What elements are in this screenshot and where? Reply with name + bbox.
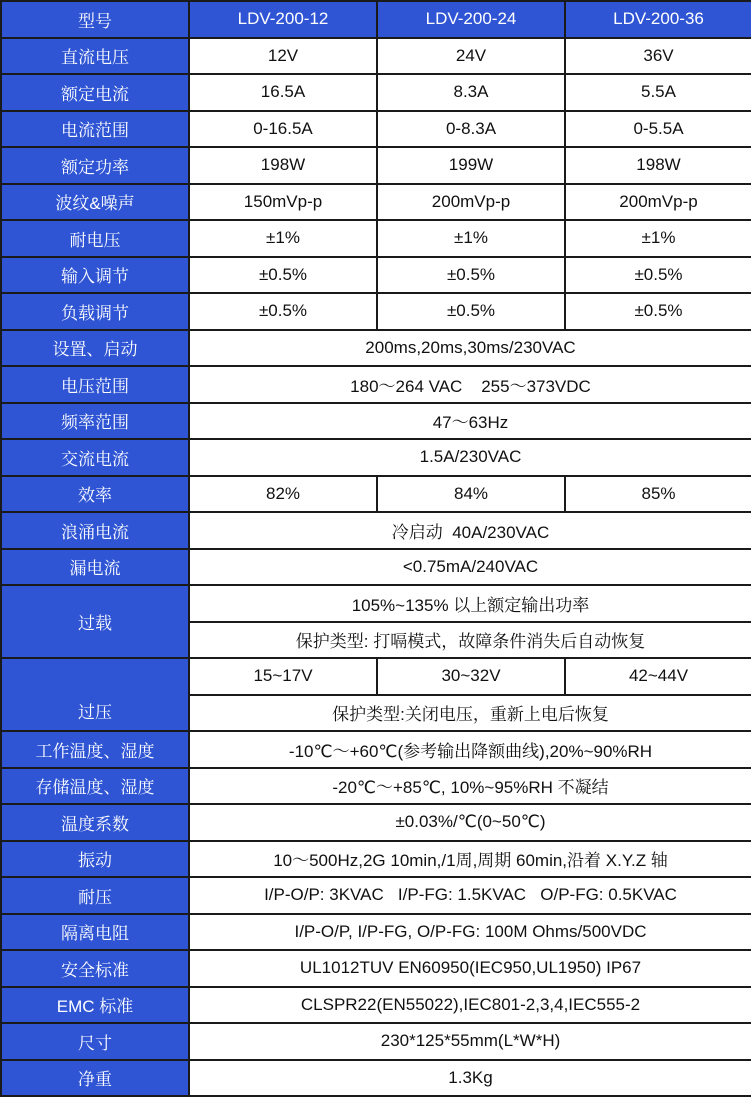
- row-storage-temp: [1, 768, 751, 805]
- cell-overvoltage-36: 42~44V: [565, 658, 751, 695]
- cell-current-range-24: 0-8.3A: [377, 111, 565, 148]
- model-header-36: LDV-200-36: [565, 1, 751, 38]
- row-frequency-range: [1, 403, 751, 440]
- cell-emc-standard: CLSPR22(EN55022),IEC801-2,3,4,IEC555-2: [189, 987, 751, 1024]
- cell-voltage-range: 180～264 VAC 255～373VDC: [189, 366, 751, 403]
- row-vibration: [1, 841, 751, 878]
- cell-rated-current-12: 16.5A: [189, 74, 377, 111]
- cell-rated-current-36: 5.5A: [565, 74, 751, 111]
- cell-overload-range: 105%~135% 以上额定输出功率: [189, 585, 751, 622]
- cell-overvoltage-protection: 保护类型:关闭电压，重新上电后恢复: [189, 695, 751, 732]
- cell-storage-temp: -20℃～+85℃, 10%~95%RH 不凝结: [189, 768, 751, 805]
- row-ripple-noise: [1, 184, 751, 221]
- row-inrush-current: [1, 512, 751, 549]
- row-leakage-current: [1, 549, 751, 586]
- row-rated-power: [1, 147, 751, 184]
- row-setup-rise: [1, 330, 751, 367]
- cell-load-regulation-12: ±0.5%: [189, 293, 377, 330]
- label-voltage-tolerance: 耐电压: [1, 220, 189, 257]
- label-temp-coefficient: 温度系数: [1, 804, 189, 841]
- cell-dimensions: 230*125*55mm(L*W*H): [189, 1023, 751, 1060]
- cell-temp-coefficient: ±0.03%/℃(0~50℃): [189, 804, 751, 841]
- cell-frequency-range: 47～63Hz: [189, 403, 751, 440]
- cell-voltage-tolerance-12: ±1%: [189, 220, 377, 257]
- label-efficiency: 效率: [1, 476, 189, 513]
- cell-isolation-resistance: I/P-O/P, I/P-FG, O/P-FG: 100M Ohms/500VDC: [189, 914, 751, 951]
- label-setup-rise: 设置、启动: [1, 330, 189, 367]
- label-rated-power: 额定功率: [1, 147, 189, 184]
- row-net-weight: [1, 1060, 751, 1097]
- row-load-regulation: [1, 293, 751, 330]
- cell-safety-standard: UL1012TUV EN60950(IEC950,UL1950) IP67: [189, 950, 751, 987]
- row-dc-voltage: [1, 38, 751, 75]
- header-row: [1, 1, 751, 38]
- cell-load-regulation-24: ±0.5%: [377, 293, 565, 330]
- cell-ripple-noise-12: 150mVp-p: [189, 184, 377, 221]
- row-current-range: [1, 111, 751, 148]
- label-rated-current: 额定电流: [1, 74, 189, 111]
- cell-ripple-noise-36: 200mVp-p: [565, 184, 751, 221]
- cell-vibration: 10～500Hz,2G 10min,/1周,周期 60min,沿着 X.Y.Z 轴: [189, 841, 751, 878]
- cell-dc-voltage-12: 12V: [189, 38, 377, 75]
- cell-dc-voltage-36: 36V: [565, 38, 751, 75]
- row-line-regulation: [1, 257, 751, 294]
- cell-efficiency-12: 82%: [189, 476, 377, 513]
- cell-rated-current-24: 8.3A: [377, 74, 565, 111]
- label-dc-voltage: 直流电压: [1, 38, 189, 75]
- label-current-range: 电流范围: [1, 111, 189, 148]
- cell-voltage-tolerance-24: ±1%: [377, 220, 565, 257]
- label-emc-standard: EMC 标准: [1, 987, 189, 1024]
- row-efficiency: [1, 476, 751, 513]
- label-dimensions: 尺寸: [1, 1023, 189, 1060]
- cell-rated-power-36: 198W: [565, 147, 751, 184]
- cell-leakage-current: <0.75mA/240VAC: [189, 549, 751, 586]
- model-header-24: LDV-200-24: [377, 1, 565, 38]
- row-emc-standard: [1, 987, 751, 1024]
- cell-withstand-voltage: I/P-O/P: 3KVAC I/P-FG: 1.5KVAC O/P-FG: 0.5KVAC: [189, 877, 751, 914]
- cell-current-range-36: 0-5.5A: [565, 111, 751, 148]
- cell-setup-rise: 200ms,20ms,30ms/230VAC: [189, 330, 751, 367]
- cell-inrush-current: 冷启动 40A/230VAC: [189, 512, 751, 549]
- label-overload: 过载: [1, 585, 189, 658]
- cell-current-range-12: 0-16.5A: [189, 111, 377, 148]
- row-overvoltage-1: [1, 658, 751, 695]
- row-ac-current: [1, 439, 751, 476]
- cell-line-regulation-12: ±0.5%: [189, 257, 377, 294]
- cell-working-temp: -10℃～+60℃(参考输出降额曲线),20%~90%RH: [189, 731, 751, 768]
- label-working-temp: 工作温度、湿度: [1, 731, 189, 768]
- label-overvoltage: 过压: [1, 658, 189, 731]
- cell-ripple-noise-24: 200mVp-p: [377, 184, 565, 221]
- row-voltage-range: [1, 366, 751, 403]
- cell-voltage-tolerance-36: ±1%: [565, 220, 751, 257]
- cell-efficiency-24: 84%: [377, 476, 565, 513]
- cell-overvoltage-24: 30~32V: [377, 658, 565, 695]
- cell-dc-voltage-24: 24V: [377, 38, 565, 75]
- model-header-label: 型号: [1, 1, 189, 38]
- cell-rated-power-12: 198W: [189, 147, 377, 184]
- row-working-temp: [1, 731, 751, 768]
- label-withstand-voltage: 耐压: [1, 877, 189, 914]
- cell-efficiency-36: 85%: [565, 476, 751, 513]
- label-inrush-current: 浪涌电流: [1, 512, 189, 549]
- label-line-regulation: 输入调节: [1, 257, 189, 294]
- cell-line-regulation-24: ±0.5%: [377, 257, 565, 294]
- row-withstand-voltage: [1, 877, 751, 914]
- model-header-12: LDV-200-12: [189, 1, 377, 38]
- row-voltage-tolerance: [1, 220, 751, 257]
- label-net-weight: 净重: [1, 1060, 189, 1097]
- label-voltage-range: 电压范围: [1, 366, 189, 403]
- row-safety-standard: [1, 950, 751, 987]
- label-safety-standard: 安全标准: [1, 950, 189, 987]
- row-dimensions: [1, 1023, 751, 1060]
- cell-overload-protection: 保护类型: 打嗝模式，故障条件消失后自动恢复: [189, 622, 751, 659]
- row-overload-1: [1, 585, 751, 622]
- label-ripple-noise: 波纹&噪声: [1, 184, 189, 221]
- label-leakage-current: 漏电流: [1, 549, 189, 586]
- cell-net-weight: 1.3Kg: [189, 1060, 751, 1097]
- label-storage-temp: 存储温度、湿度: [1, 768, 189, 805]
- row-isolation-resistance: [1, 914, 751, 951]
- label-ac-current: 交流电流: [1, 439, 189, 476]
- cell-overvoltage-12: 15~17V: [189, 658, 377, 695]
- cell-rated-power-24: 199W: [377, 147, 565, 184]
- label-vibration: 振动: [1, 841, 189, 878]
- row-rated-current: [1, 74, 751, 111]
- cell-line-regulation-36: ±0.5%: [565, 257, 751, 294]
- label-frequency-range: 频率范围: [1, 403, 189, 440]
- cell-load-regulation-36: ±0.5%: [565, 293, 751, 330]
- cell-ac-current: 1.5A/230VAC: [189, 439, 751, 476]
- row-temp-coefficient: [1, 804, 751, 841]
- label-isolation-resistance: 隔离电阻: [1, 914, 189, 951]
- label-load-regulation: 负载调节: [1, 293, 189, 330]
